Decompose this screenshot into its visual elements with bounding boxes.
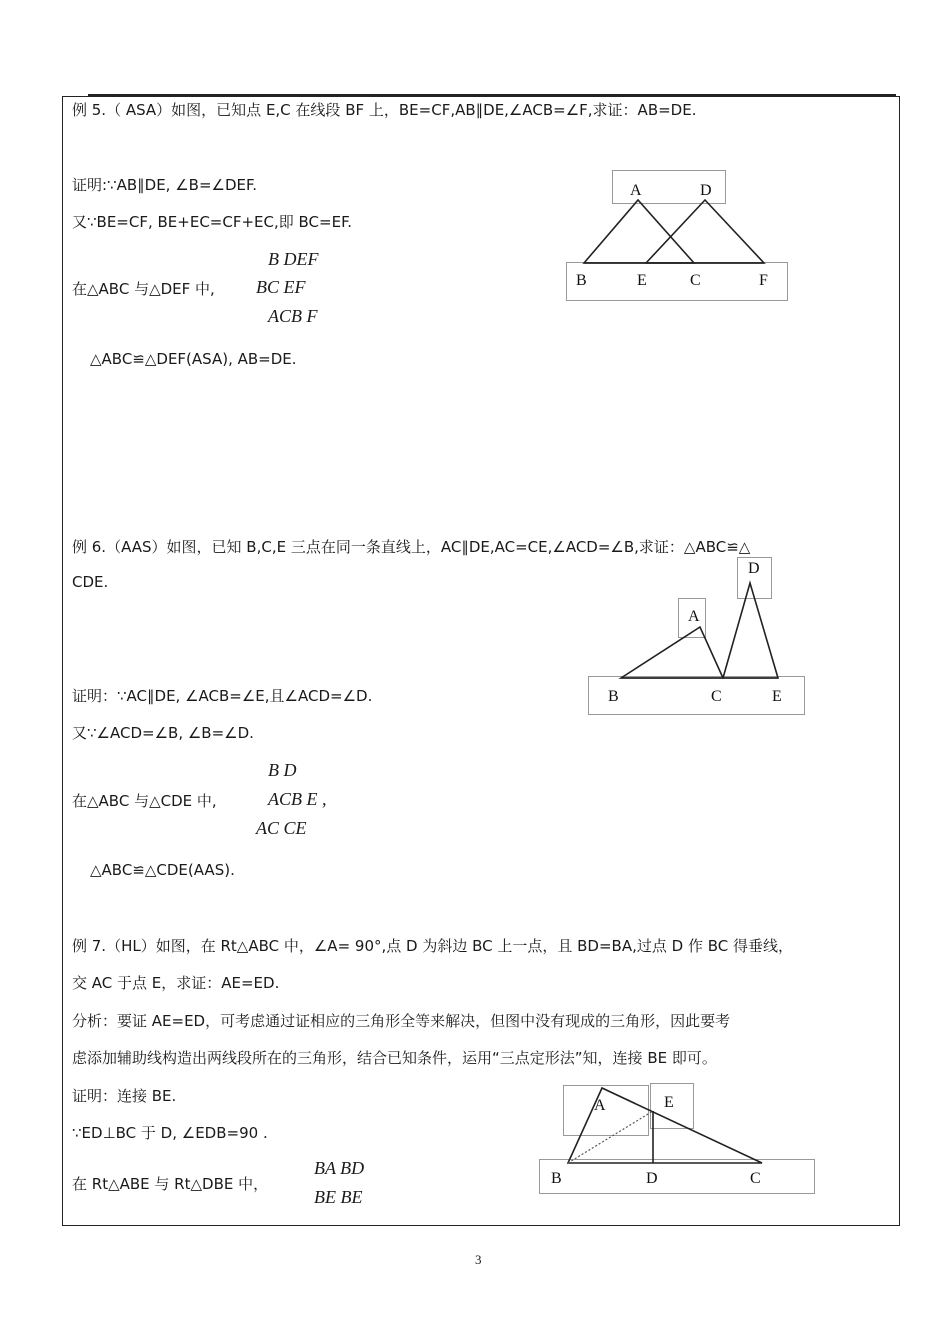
ex6-label-d: D [748, 560, 760, 577]
ex5-label-c: C [690, 272, 701, 289]
ex5-label-a: A [630, 182, 642, 199]
ex6-conclusion: △ABC≌△CDE(AAS). [90, 861, 235, 879]
ex7-label-d: D [646, 1170, 658, 1187]
ex6-proof-line1: 证明：∵AC∥DE, ∠ACB=∠E,且∠ACD=∠D. [72, 687, 373, 705]
ex5-label-b: B [576, 272, 587, 289]
ex6-cond2: ACB E , [268, 789, 327, 809]
ex6-title-line1: 例 6.（AAS）如图，已知 B,C,E 三点在同一条直线上，AC∥DE,AC=CE,∠ACD=∠B,求证：△ABC≌△ [72, 538, 751, 556]
ex6-cond3: AC CE [256, 818, 307, 838]
ex7-label-a: A [594, 1097, 606, 1114]
ex5-label-e: E [637, 272, 647, 289]
ex6-label-b: B [608, 688, 619, 705]
ex7-analysis-line1: 分析：要证 AE=ED，可考虑通过证相应的三角形全等来解决，但图中没有现成的三角形，因此要考 [72, 1012, 731, 1030]
ex5-title: 例 5.（ ASA）如图，已知点 E,C 在线段 BF 上，BE=CF,AB∥DE,∠ACB=∠F,求证：AB=DE. [72, 101, 697, 119]
ex5-cond2: BC EF [256, 277, 306, 297]
ex6-label-c: C [711, 688, 722, 705]
page-number: 3 [475, 1252, 482, 1267]
ex6-label-e: E [772, 688, 782, 705]
ex7-label-b: B [551, 1170, 562, 1187]
ex6-label-a: A [688, 608, 700, 625]
ex7-in-triangles: 在 Rt△ABE 与 Rt△DBE 中， [72, 1175, 269, 1193]
ex5-proof-line2: 又∵BE=CF, BE+EC=CF+EC,即 BC=EF. [72, 213, 353, 231]
ex6-title-line2: CDE. [72, 573, 109, 591]
ex7-title-line1: 例 7.（HL）如图，在 Rt△ABC 中，∠A= 90°,点 D 为斜边 BC 上一点，且 BD=BA,过点 D 作 BC 得垂线， [72, 937, 793, 955]
ex7-proof-line1: 证明：连接 BE. [72, 1087, 177, 1105]
ex6-in-triangles: 在△ABC 与△CDE 中, [72, 792, 217, 810]
ex7-cond2: BE BE [314, 1187, 363, 1207]
ex7-proof-line2: ∵ED⊥BC 于 D, ∠EDB=90 . [72, 1124, 268, 1142]
ex5-label-f: F [759, 272, 768, 289]
ex7-title-line2: 交 AC 于点 E，求证：AE=ED. [72, 974, 280, 992]
ex6-cond1: B D [268, 760, 297, 780]
ex5-cond3: ACB F [268, 306, 318, 326]
ex7-analysis-line2: 虑添加辅助线构造出两线段所在的三角形，结合已知条件，运用“三点定形法”知，连接 BE 即可。 [72, 1049, 717, 1067]
ex5-proof-line1: 证明:∵AB∥DE, ∠B=∠DEF. [72, 176, 257, 194]
ex7-cond1: BA BD [314, 1158, 365, 1178]
ex7-label-c: C [750, 1170, 761, 1187]
ex5-cond1: B DEF [268, 249, 319, 269]
ex5-label-d: D [700, 182, 712, 199]
ex6-proof-line2: 又∵∠ACD=∠B, ∠B=∠D. [72, 724, 254, 742]
ex7-label-e: E [664, 1094, 674, 1111]
ex5-in-triangles: 在△ABC 与△DEF 中, [72, 280, 215, 298]
ex7-auxiliary-be [568, 1111, 653, 1163]
ex5-conclusion: △ABC≌△DEF(ASA), AB=DE. [90, 350, 297, 368]
